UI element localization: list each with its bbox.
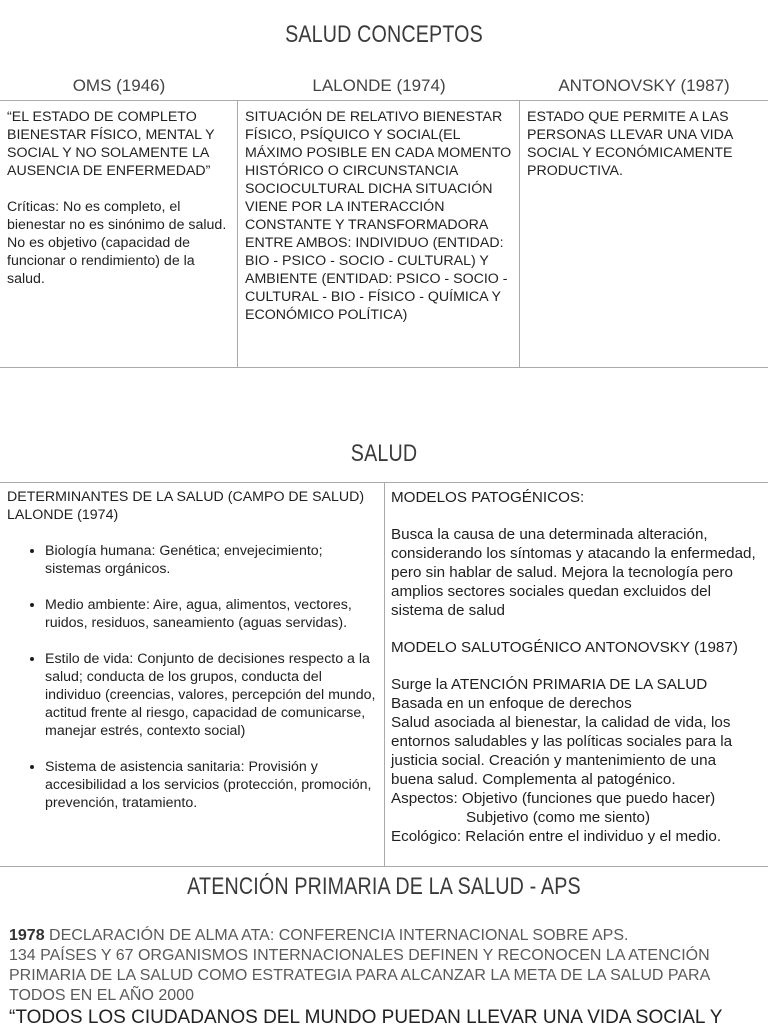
list-item: • Biología humana: Genética; envejecimiento; sistemas orgánicos. <box>45 542 377 578</box>
oms-cell <box>0 101 238 367</box>
modelos-heading: MODELOS PATOGÉNICOS: <box>391 489 585 506</box>
column-header-antonovsky: ANTONOVSKY (1987) <box>558 76 730 95</box>
list-item: • Sistema de asistencia sanitaria: Provisión y accesibilidad a los servicios (protección, promoción, prevención, tratamiento. <box>45 758 377 812</box>
salutogenico-line: Surge la ATENCIÓN PRIMARIA DE LA SALUD <box>391 676 708 693</box>
lalonde-definition: SITUACIÓN DE RELATIVO BIENESTAR FÍSICO, PSÍQUICO Y SOCIAL(EL MÁXIMO POSIBLE EN CADA MOMENTO HISTÓRICO O CIRCUNSTANCIA SOCIOCULTURAL DICHA SITUACIÓN VIENE POR LA INTERACCIÓN CONSTANTE Y TRANSFORMADORA ENTRE AMBOS: INDIVIDUO (ENTIDAD: BIO - PSICO - SOCIO - CULTURAL) Y AMBIENTE (ENTIDAD: PSICO - SOCIO - CULTURAL - BIO - FÍSICO - QUÍMICA Y ECONÓMICO POLÍTICA) <box>245 109 512 323</box>
aps-line-2: 134 PAÍSES Y 67 ORGANISMOS INTERNACIONALES DEFINEN Y RECONOCEN LA ATENCIÓN PRIMARIA DE LA SALUD COMO ESTRATEGIA PARA ALCANZAR LA META DE LA SALUD PARA TODOS EN EL AÑO 2000 <box>9 947 710 1004</box>
salutogenico-line: Aspectos: Objetivo (funciones que puedo hacer) <box>391 790 716 807</box>
subjetivo-line: Subjetivo (como me siento) <box>466 809 651 826</box>
concepts-table <box>0 100 768 368</box>
patogenico-text: Busca la causa de una determinada alteración, considerando los síntomas y atacando la enfermedad, pero sin hablar de salud. Mejora la tecnología pero amplios sectores sociales quedan excluidos del sistema de salud <box>391 526 756 619</box>
list-item: • Medio ambiente: Aire, agua, alimentos, vectores, ruidos, residuos, saneamiento (aguas servidas). <box>45 596 377 632</box>
section-title-salud: SALUD <box>350 440 418 467</box>
antonovsky-cell <box>520 101 768 367</box>
aps-declaracion: DECLARACIÓN DE ALMA ATA: CONFERENCIA INTERNACIONAL SOBRE APS. <box>44 927 629 944</box>
salutogenico-line: Basada en un enfoque de derechos <box>391 695 632 712</box>
ecologico-line: Ecológico: Relación entre el individuo y el medio. <box>391 828 722 845</box>
lalonde-cell <box>238 101 520 367</box>
salud-table <box>0 482 768 867</box>
aps-quote: “TODOS LOS CIUDADANOS DEL MUNDO PUEDAN LLEVAR UNA VIDA SOCIAL Y <box>9 1007 723 1028</box>
oms-criticas: Críticas: No es completo, el bienestar no es sinónimo de salud. No es objetivo (capacidad de funcionar o rendimiento) de la salud. <box>7 199 227 287</box>
determinantes-heading: DETERMINANTES DE LA SALUD (CAMPO DE SALUD) LALONDE (1974) <box>7 489 365 523</box>
salutogenico-heading: MODELO SALUTOGÉNICO ANTONOVSKY (1987) <box>391 639 738 656</box>
column-header-lalonde: LALONDE (1974) <box>312 76 446 95</box>
oms-definition: “EL ESTADO DE COMPLETO BIENESTAR FÍSICO, MENTAL Y SOCIAL Y NO SOLAMENTE LA AUSENCIA DE ENFERMEDAD” <box>7 109 215 179</box>
modelos-cell <box>385 483 768 866</box>
determinantes-cell <box>0 483 385 866</box>
aps-year: 1978 <box>9 927 45 944</box>
determinantes-list <box>7 542 377 812</box>
antonovsky-definition: ESTADO QUE PERMITE A LAS PERSONAS LLEVAR UNA VIDA SOCIAL Y ECONÓMICAMENTE PRODUCTIVA. <box>527 109 733 179</box>
list-item: • Estilo de vida: Conjunto de decisiones respecto a la salud; conducta de los grupos, conducta del individuo (creencias, valores, percepción del mundo, actitud frente al riesgo, capacidad de comunicarse, manejar estrés, contexto social) <box>45 650 377 740</box>
aps-text <box>9 926 764 1006</box>
salutogenico-line: Salud asociada al bienestar, la calidad de vida, los entornos saludables y las políticas sociales para la justicia social. Creación y mantenimiento de una buena salud. Complementa al patogénico. <box>391 714 733 788</box>
column-header-oms: OMS (1946) <box>72 76 166 95</box>
section-title-aps: ATENCIÓN PRIMARIA DE LA SALUD - APS <box>187 873 581 900</box>
aps-line-1 <box>9 926 764 946</box>
page-title: SALUD CONCEPTOS <box>285 21 483 48</box>
